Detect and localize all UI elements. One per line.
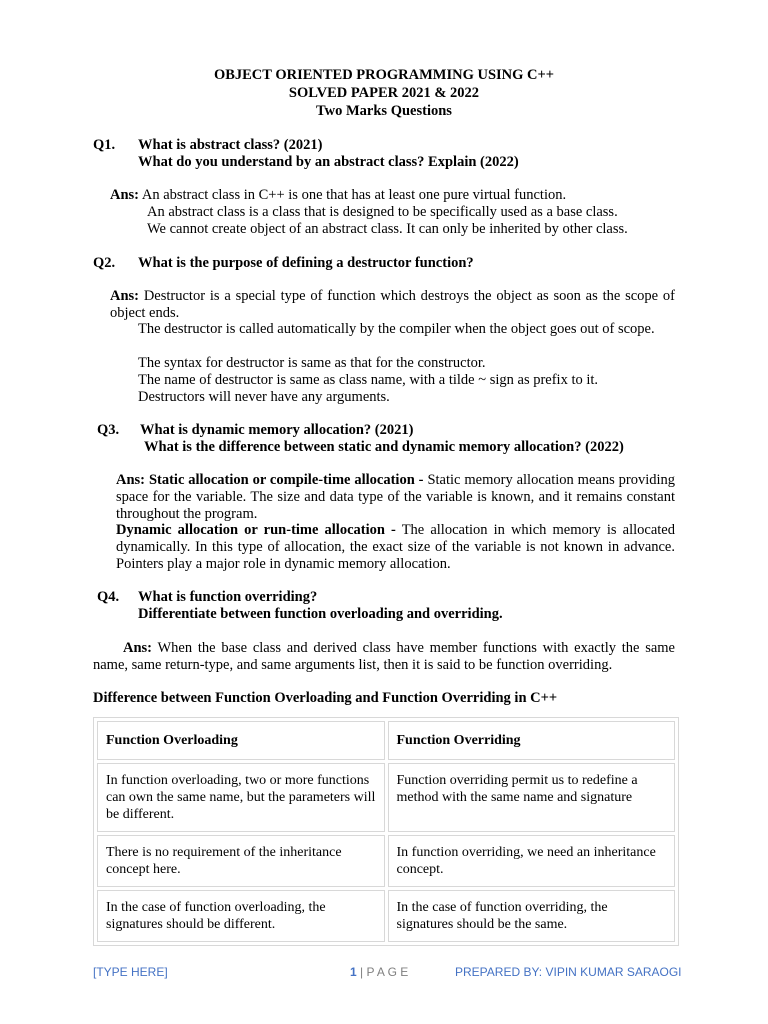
q1-answer-label: Ans: (110, 187, 140, 203)
q1-question-line2: What do you understand by an abstract class? Explain (2022) (138, 154, 519, 170)
q2-answer-label: Ans: (110, 288, 140, 304)
q2-number: Q2. (93, 255, 116, 271)
q3-dynamic-text: The allocation in which memory is allocated dynamically. In this type of allocation, the exact size of the variable is not known in advance. Pointers play a major role in dynamic memory allocation. (116, 522, 675, 572)
q2-answer-para4: The name of destructor is same as class name, with a tilde ~ sign as prefix to it. (138, 372, 599, 388)
table-cell: There is no requirement of the inheritance concept here. (97, 835, 385, 887)
table-row (97, 890, 675, 942)
q1-answer-line1 (110, 187, 566, 204)
q4-question-line1: What is function overriding? (138, 589, 318, 605)
table-row (97, 835, 675, 887)
q3-answer-dynamic (116, 522, 675, 573)
q4-number: Q4. (97, 589, 120, 605)
table-header-overloading: Function Overloading (97, 721, 385, 760)
q1-question-line1: What is abstract class? (2021) (138, 137, 323, 153)
footer-page-number: 1 (350, 965, 357, 979)
q2-answer-para2: The destructor is called automatically by the compiler when the object goes out of scope. (138, 321, 655, 337)
q3-static-text: Static memory allocation means providing space for the variable. The size and data type of the variable is known, and it remains constant throughout the program. (116, 472, 676, 522)
table-cell: In function overloading, two or more functions can own the same name, but the parameters will be different. (97, 763, 385, 832)
table-cell: In function overriding, we need an inheritance concept. (388, 835, 676, 887)
q1-number: Q1. (93, 137, 116, 153)
table-header-overriding: Function Overriding (388, 721, 676, 760)
document-title: OBJECT ORIENTED PROGRAMMING USING C++ (213, 67, 555, 83)
q2-question: What is the purpose of defining a destructor function? (138, 255, 474, 271)
q3-static-heading: Static allocation or compile-time allocation - (148, 472, 424, 488)
table-row (97, 763, 675, 832)
comparison-table (93, 717, 679, 946)
q4-question-line2: Differentiate between function overloading and overriding. (138, 606, 503, 622)
q4-answer (93, 640, 675, 674)
q3-answer-static (116, 472, 675, 523)
footer-page-label: | P A G E (356, 965, 409, 979)
table-cell: Function overriding permit us to redefine a method with the same name and signature (388, 763, 676, 832)
q3-question-line1: What is dynamic memory allocation? (2021) (140, 422, 414, 438)
q3-answer-label: Ans: (116, 472, 146, 488)
q4-answer-label: Ans: (123, 640, 153, 656)
q4-answer-text: When the base class and derived class have member functions with exactly the same name, same return-type, and same arguments list, then it is said to be function overriding. (93, 640, 675, 673)
comparison-table-caption: Difference between Function Overloading and Function Overriding in C++ (93, 690, 558, 706)
document-subtitle: SOLVED PAPER 2021 & 2022 (288, 85, 480, 101)
table-cell: In the case of function overriding, the signatures should be the same. (388, 890, 676, 942)
footer-page-indicator (350, 965, 408, 979)
footer-prepared-by: PREPARED BY: VIPIN KUMAR SARAOGI (455, 965, 682, 979)
q2-answer-para3: The syntax for destructor is same as that for the constructor. (138, 355, 486, 371)
table-header-row (97, 721, 675, 760)
q3-question-line2: What is the difference between static and dynamic memory allocation? (2022) (144, 439, 624, 455)
q2-answer-text1: Destructor is a special type of function which destroys the object as soon as the scope of object ends. (110, 288, 675, 321)
q2-answer-para5: Destructors will never have any arguments. (138, 389, 390, 405)
q1-answer-text1: An abstract class in C++ is one that has at least one pure virtual function. (141, 187, 567, 203)
q1-answer-line2: An abstract class is a class that is designed to be specifically used as a base class. (147, 204, 618, 220)
q3-number: Q3. (97, 422, 120, 438)
q3-dynamic-heading: Dynamic allocation or run-time allocation - (116, 522, 396, 538)
footer-left-placeholder: [TYPE HERE] (93, 965, 168, 979)
q2-answer-para1 (110, 288, 675, 322)
q1-answer-line3: We cannot create object of an abstract class. It can only be inherited by other class. (147, 221, 628, 237)
table-cell: In the case of function overloading, the signatures should be different. (97, 890, 385, 942)
document-section-title: Two Marks Questions (316, 103, 452, 119)
